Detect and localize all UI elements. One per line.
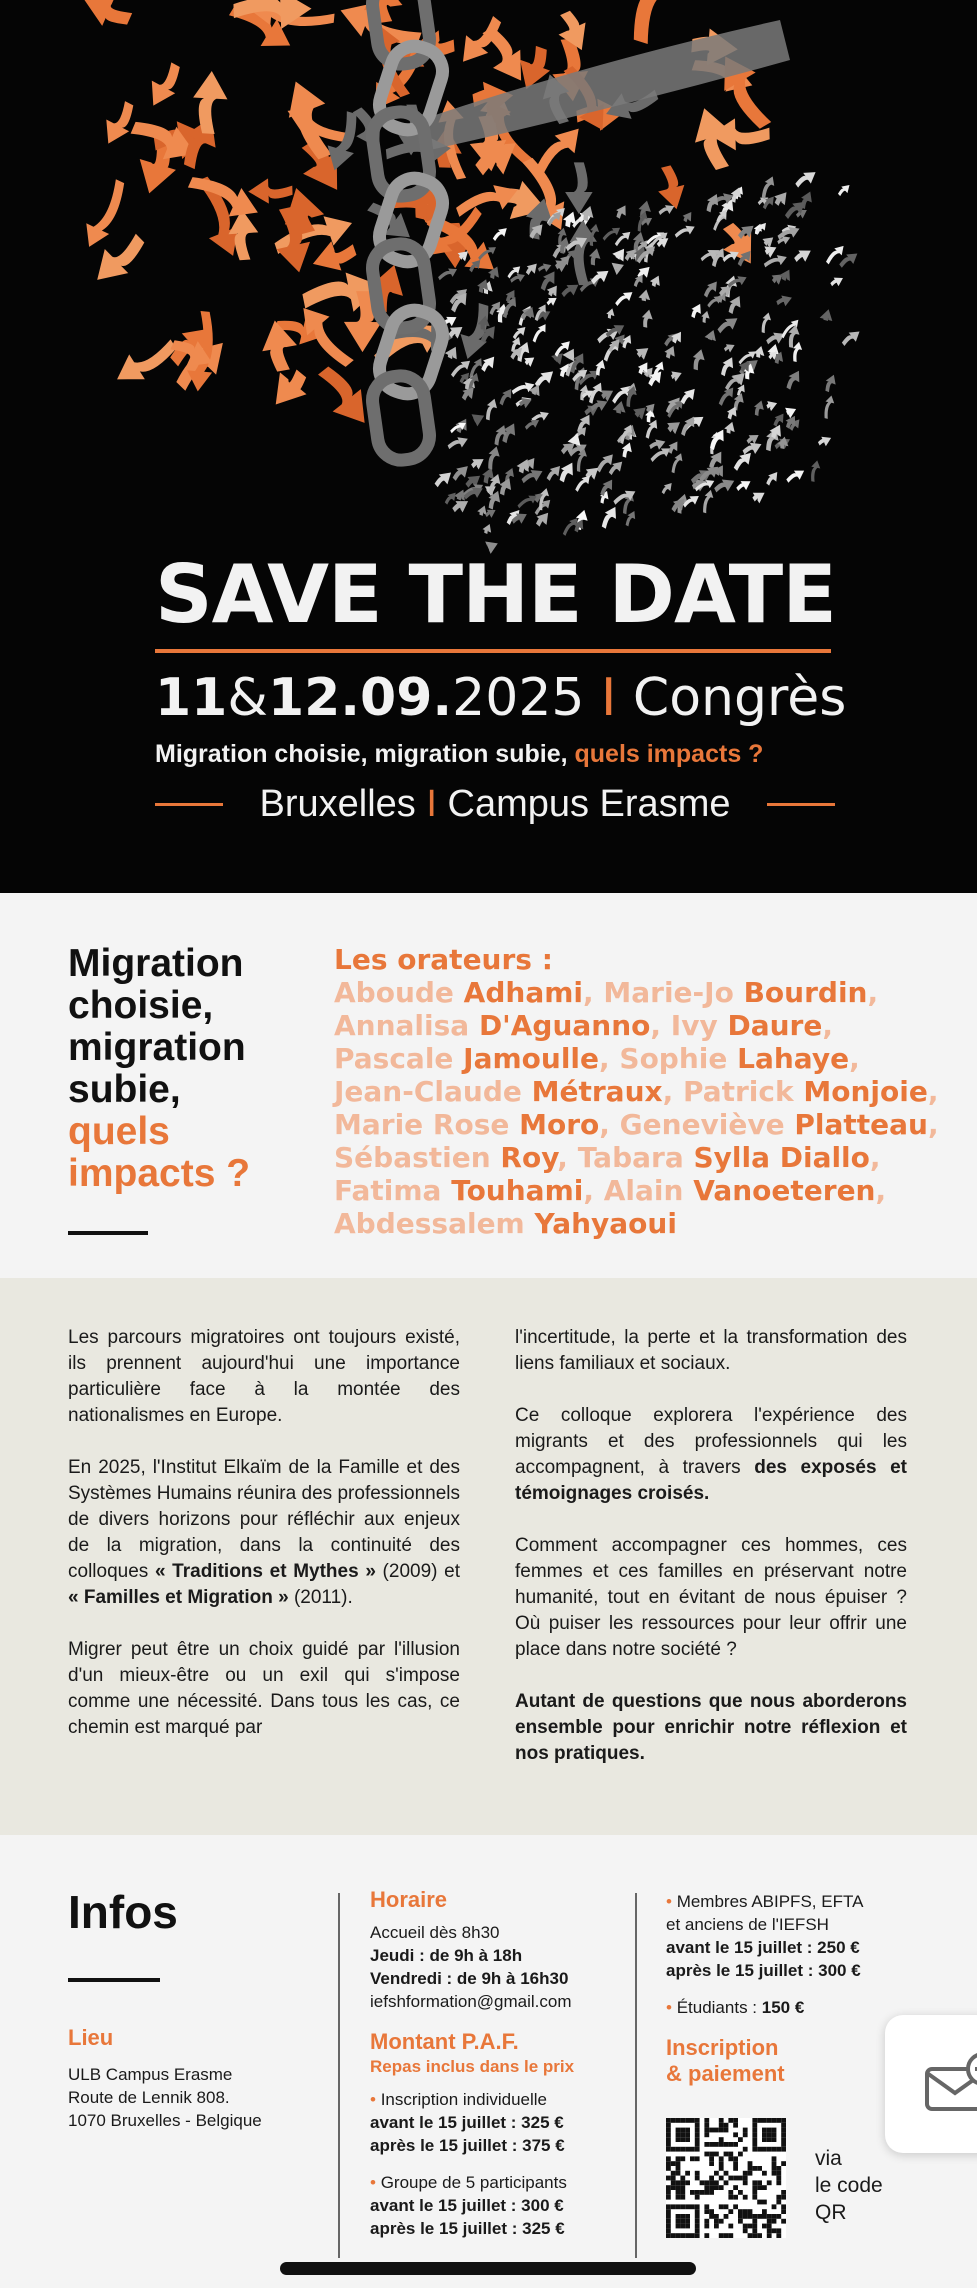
description-section [0,1278,977,1835]
group-before: avant le 15 juillet : 300 € [370,2196,564,2215]
infos-underline [68,1978,160,1982]
hero-banner [0,0,977,893]
description-left-column [68,1325,460,1767]
address: ULB Campus Erasme Route de Lennik 808. 1070 Bruxelles - Belgique [68,2065,262,2130]
speaker-name: Marie Rose Moro [334,1108,600,1141]
speaker-name: Ivy Daure [670,1009,823,1042]
paragraph: Les parcours migratoires ont toujours existé, ils prennent aujourd'hui une importance particulière face à la montée des nationalismes en Europe. [68,1327,460,1426]
inscription-label: Inscription & paiement [666,2035,785,2086]
speaker-name: Pascale Jamoulle [334,1042,600,1075]
paragraph: Autant de questions que nous aborderons ensemble pour enrichir notre réflexion et nos pratiques. [515,1691,907,1764]
speaker-name: Sébastien Roy [334,1141,558,1174]
contact-email[interactable]: iefshformation@gmail.com [370,1992,572,2011]
paragraph: En 2025, l'Institut Elkaïm de la Famille et des Systèmes Humains réunira des professionnels de divers horizons pour réfléchir aux enjeux de la migration, dans la continuité des colloques « Traditions et Mythes » (2009) et « Familles et Migration » (2011). [68,1457,460,1608]
event-type: Congrès [632,668,847,728]
speaker-name: Alain Vanoeteren [603,1174,876,1207]
floating-mail-button[interactable] [885,2015,977,2153]
description-right-column [515,1325,907,1793]
paragraph: Ce colloque explorera l'expérience des migrants et des professionnels qui les accompagnent, à travers des exposés et témoignages croisés. [515,1405,908,1504]
students-price: • Étudiants : 150 € [666,1998,805,2017]
save-the-date-title: SAVE THE DATE [155,548,836,641]
speakers-list: Les orateurs : Aboude Adhami, Marie-Jo Bourdin, Annalisa D'Aguanno, Ivy Daure, Pascale Jamoulle, Sophie Lahaye, Jean-Claude Métraux, Patrick Monjoie, Marie Rose Moro, Geneviève Platteau, Sébastien Roy, Tabara Sylla Diallo, Fatima Touhami, Alain Vanoeteren, Abdessalem Yahyaoui [334,943,944,1240]
group-label: • Groupe de 5 participants [370,2173,567,2192]
members-label: • Membres ABIPFS, EFTA [666,1892,864,1911]
speaker-name: Tabara Sylla Diallo [577,1141,870,1174]
infos-title: Infos [68,1886,178,1938]
lieu-label: Lieu [68,2025,114,2050]
horaire-label: Horaire [370,1887,448,1912]
indiv-after: après le 15 juillet : 375 € [370,2136,565,2155]
qr-caption: via le code QR [815,2147,883,2224]
speaker-name: Patrick Monjoie [682,1075,928,1108]
home-indicator[interactable] [280,2262,696,2275]
indiv-label: • Inscription individuelle [370,2090,548,2109]
speaker-name: Fatima Touhami [334,1174,584,1207]
speaker-name: Annalisa D'Aguanno [334,1009,651,1042]
infos-section [0,1835,977,2288]
accueil-text: Accueil dès 8h30 [370,1923,500,1942]
speaker-name: Marie-Jo Bourdin [603,976,868,1009]
speakers-header: Les orateurs : [334,943,553,976]
column-divider [635,1893,637,2258]
paragraph: l'incertitude, la perte et la transformation des liens familiaux et sociaux. [515,1327,907,1374]
members-column: • Membres ABIPFS, EFTA et anciens de l'IEFSH avant le 15 juillet : 250 € après le 15 juillet : 300 € • Étudiants : 150 € Inscription & paiement [666,1890,916,2087]
jeudi-text: Jeudi : de 9h à 18h [370,1946,523,1965]
group-after: après le 15 juillet : 325 € [370,2219,565,2238]
paragraph: Migrer peut être un choix guidé par l'illusion d'un mieux-être ou un exil qui s'impose comme une nécessité. Dans tous les cas, ce chemin est marqué par [68,1639,460,1738]
event-tagline: Migration choisie, migration subie, quels impacts ? [155,740,764,768]
column-divider [338,1893,340,2258]
speaker-name: Geneviève Platteau [619,1108,928,1141]
speaker-name: Aboude Adhami [334,976,583,1009]
vendredi-text: Vendredi : de 9h à 16h30 [370,1969,569,1988]
speaker-name: Sophie Lahaye [619,1042,850,1075]
speaker-name: Abdessalem Yahyaoui [334,1207,677,1240]
event-location: Bruxelles I Campus Erasme [155,783,835,826]
paragraph: Comment accompagner ces hommes, ces femmes et ces familles en préservant notre humanité, tout en évitant de nous épuiser ? Où puiser les ressources pour leur offrir une place dans notre société ? [515,1535,907,1660]
qr-code[interactable] [666,2118,786,2238]
members-before: avant le 15 juillet : 250 € [666,1938,860,1957]
left-dash [155,803,223,806]
section-title: Migration choisie, migration subie, quels impacts ? [68,942,251,1195]
speakers-section [0,893,977,1278]
members-after: après le 15 juillet : 300 € [666,1961,861,1980]
hero-divider [155,649,831,653]
right-dash [767,803,835,806]
montant-label: Montant P.A.F. [370,2029,519,2054]
indiv-before: avant le 15 juillet : 325 € [370,2113,564,2132]
event-date: 11&12.09.2025 I Congrès [155,668,847,728]
schedule-price-column [370,1887,620,2240]
repas-note: Repas inclus dans le prix [370,2057,575,2076]
mail-add-icon [885,2015,977,2153]
title-underline [68,1231,148,1235]
speaker-name: Jean-Claude Métraux [334,1075,663,1108]
